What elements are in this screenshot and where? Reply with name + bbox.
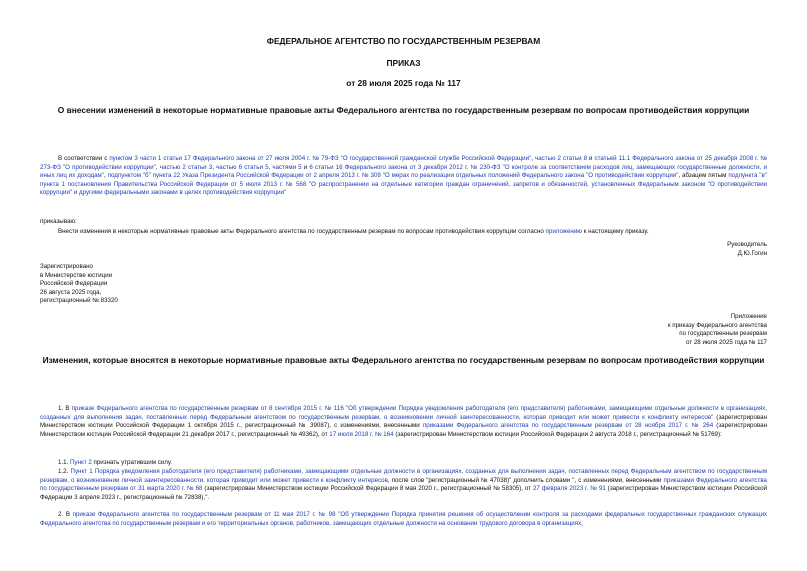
registration-line: Российской Федерации [40,280,108,288]
item-1 [40,405,767,439]
clause-link[interactable]: Пункт 2 [70,459,92,466]
law-link[interactable]: подпунктом "б" пункта 22 Указа Президента Российской Федерации от 2 апреля 2013 г. № 309 "О мерах по реализации отдельных положений Федерального закона "О противодействии коррупции" [107,172,679,180]
preamble-text: и [587,155,595,162]
law-link[interactable]: частью 6 статьи 5 [216,163,269,171]
appendix-link[interactable]: приложению [545,228,582,235]
preamble-text: , [155,163,160,171]
order-link[interactable]: 27 февраля 2023 г. № 91 [532,485,606,493]
item-1-2 [40,468,767,502]
law-link[interactable]: частью 2 статьи 8 [535,155,588,162]
signer-name: Д.Ю.Гогин [737,250,767,257]
registration-line: в Министерстве юстиции [40,271,113,279]
item-text: (зарегистрирован Министерством юстиции Российской Федерации 21 декабря 2017 г., регистрационный № 49362), от [40,422,768,438]
item-text: (зарегистрирован Министерством юстиции Российской Федерации 3 апреля 2023 г., регистрационный № 72838),". [40,485,767,501]
item-text: (зарегистрирован Министерством юстиции Российской Федерации 1 октября 2015 г., регистрационный № 39087), с изменениями, внесенными [40,413,767,430]
item-1-1 [40,459,767,468]
item-text: (зарегистрирован Министерством юстиции Российской Федерации 8 мая 2020 г., регистрационный № 58305), от [202,485,533,493]
order-link[interactable]: приказе Федерального агентства по государственным резервам от 11 мая 2017 г. № 98 "Об утверждении Порядка принятия решения об осуществлении контроля за расходами федеральных государственных гражданских служащих Федерального агентства по государственным резервам и его территориальных органов, работников, замещающих отдельные должности на основании трудового договора в организациях, [40,511,767,527]
preamble-text: В соответствии с [58,155,110,162]
item-text: 2. В [58,511,73,518]
agency-title: ФЕДЕРАЛЬНОЕ АГЕНТСТВО ПО ГОСУДАРСТВЕННЫМ РЕЗЕРВАМ [266,36,541,46]
preamble-text: , [531,155,536,162]
appendix-line: по государственным резервам [679,330,767,338]
order-link[interactable]: 17 июля 2018 г. № 164 [329,430,394,438]
main-instruction [40,228,767,237]
registration-line: 26 августа 2025 года, [40,288,102,296]
prikazyvayu-line: приказываю: [40,218,77,225]
item-text: 1. В [58,405,72,412]
item-text: 1.2. [58,468,71,475]
main-text: Внести изменения в некоторые нормативные правовые акты Федерального агентства по государственным резервам по вопросам противодействия коррупции согласно [58,228,546,235]
appendix-line: Приложение [730,313,767,320]
signer-title: Руководитель [727,241,767,248]
item-text: 1.1. [58,459,71,466]
registration-block [40,263,300,306]
item-text: , после слов "регистрационный № 47038)" дополнить словами ", с изменениями, внесенными [387,476,664,484]
preamble-text: , [212,163,217,171]
document-type: ПРИКАЗ [386,58,421,68]
order-link[interactable]: приказе Федерального агентства по государственным резервам от 8 сентября 2015 г. № 116 "Об утверждении Порядка уведомления работодателя (его представителя) работниками, замещающими отдельные должности в организациях, созданных для выполнения задач, поставленных перед Федеральным агентством по государственным резервам, о возникновении личной заинтересованности, которая приводит или может привести к конфликту интересов" [40,405,767,421]
preamble-paragraph [40,155,767,198]
preamble-text: , абзацем пятым [678,172,729,180]
order-link[interactable]: приказами Федерального агентства по государственным резервам от 28 ноября 2017 г. № 264 [422,422,714,430]
preamble-text: , [104,172,108,180]
clause-link[interactable]: Пункт 1 Порядка уведомления работодателя (его представителя) работниками, замещающими отдельные должности в организациях, созданных для выполнения задач, поставленных перед Федеральным агентством по государственным резервам, о возникновении личной заинтересованности, которая приводит или может привести к конфликту интересов [40,468,767,484]
preamble-text: , [268,163,273,171]
item-text: (зарегистрирован Министерством юстиции Российской Федерации 2 августа 2018 г., регистрационный № 51769): [393,430,722,438]
item-2 [40,511,767,528]
law-link[interactable]: пунктом 3 части 1 статьи 17 Федерального закона от 27 июля 2004 г. № 79-ФЗ "О государственной гражданской службе Российской Федерации" [109,155,532,162]
registration-line: Зарегистрировано [40,263,93,270]
law-link[interactable]: частью 2 статьи 3 [159,163,213,171]
law-link[interactable]: подпункта "в" пункта 1 постановления Правительства Российской Федерации от 5 июля 2013 г. № 568 "О распространении на отдельные категории граждан ограничений, запретов и обязанностей, установленных Федеральным законом "О противодействии коррупции" и другими федеральными законами в целях противодействия коррупции" [40,172,767,197]
law-link[interactable]: 6 статьи 16 Федерального закона от 3 декабря 2012 г. № 230-ФЗ "О контроле за соответствием расходов лиц, замещающих государственные должности, и иных лиц их доходам" [40,163,767,180]
document-date-number: от 28 июля 2025 года № 117 [346,78,461,88]
order-link[interactable]: приказами Федерального агентства по государственным резервам от 31 марта 2020 г. № 68 [40,476,767,493]
law-link[interactable]: частями 5 [272,163,302,171]
main-text: к настоящему приказу. [581,228,649,235]
appendix-line: к приказу Федерального агентства [667,321,767,329]
item-text: признать утратившим силу. [91,459,173,466]
appendix-block [500,313,767,347]
law-link[interactable]: статьей 11.1 Федерального закона от 25 декабря 2008 г. № 273-ФЗ "О противодействии коррупции" [40,155,767,171]
registration-line: регистрационный № 83320 [40,297,118,305]
document-heading: О внесении изменений в некоторые нормативные правовые акты Федерального агентства по государственным резервам по вопросам противодействия коррупции [57,105,750,115]
appendix-heading: Изменения, которые вносятся в некоторые нормативные правовые акты Федерального агентства по государственным резервам по вопросам противодействия коррупции [42,355,765,365]
preamble-text: и [301,163,310,171]
appendix-line: от 28 июля 2025 года № 117 [685,338,767,346]
